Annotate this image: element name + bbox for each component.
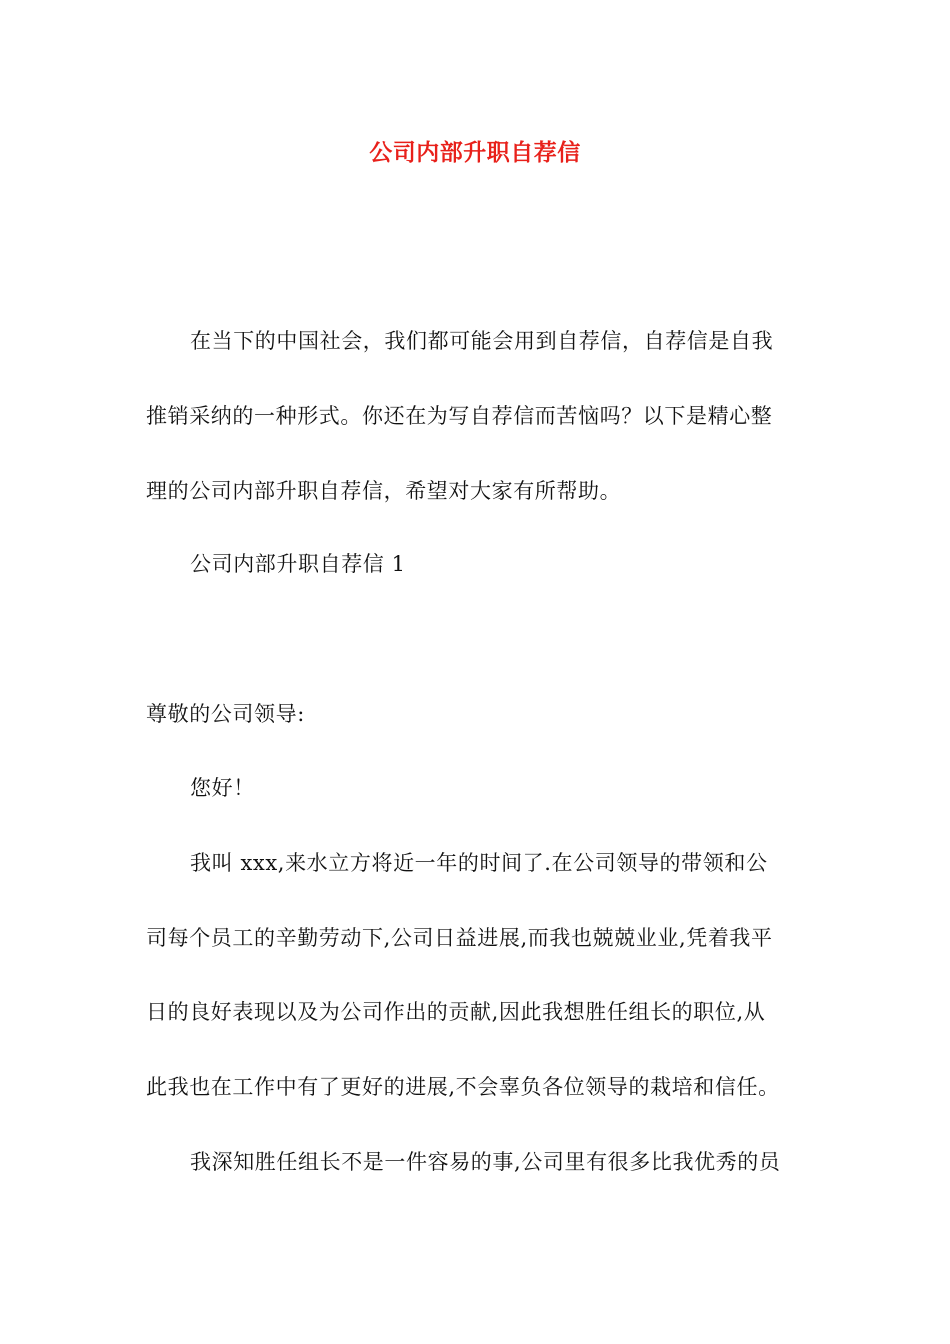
intro-line-1: 在当下的中国社会，我们都可能会用到自荐信，自荐信是自我	[190, 329, 774, 353]
intro-line-3: 理的公司内部升职自荐信，希望对大家有所帮助。	[146, 479, 622, 503]
para2-line-1: 我深知胜任组长不是一件容易的事,公司里有很多比我优秀的员	[190, 1150, 781, 1174]
para1-line-4: 此我也在工作中有了更好的进展,不会辜负各位领导的栽培和信任。	[146, 1075, 780, 1099]
greeting: 您好！	[190, 776, 255, 800]
para1-line-2: 司每个员工的辛勤劳动下,公司日益进展,而我也兢兢业业,凭着我平	[146, 926, 773, 950]
para1-line-1: 我叫 xxx,来水立方将近一年的时间了.在公司领导的带领和公	[190, 851, 768, 875]
section-heading: 公司内部升职自荐信 1	[190, 552, 406, 576]
para1-line-3: 日的良好表现以及为公司作出的贡献,因此我想胜任组长的职位,从	[146, 1000, 766, 1024]
salutation: 尊敬的公司领导:	[146, 702, 305, 726]
document-title: 公司内部升职自荐信	[369, 139, 581, 166]
intro-line-2: 推销采纳的一种形式。你还在为写自荐信而苦恼吗？以下是精心整	[146, 404, 773, 428]
